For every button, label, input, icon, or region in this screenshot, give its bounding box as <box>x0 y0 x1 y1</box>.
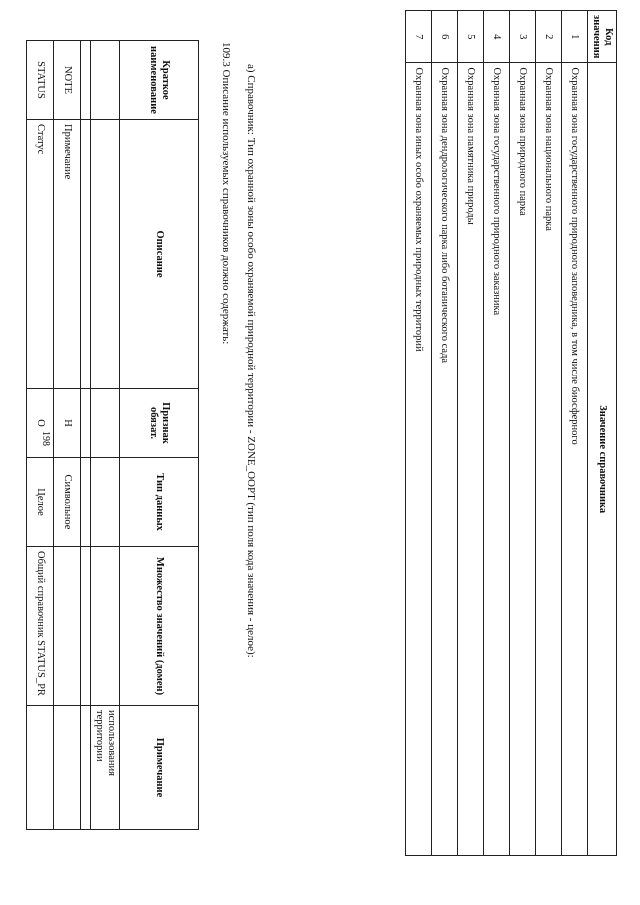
required: О <box>26 389 53 458</box>
attributes-header-row <box>120 41 199 830</box>
value: Охранная зона национального парка <box>535 63 561 856</box>
domain: Общий справочник STATUS_PR <box>26 547 53 706</box>
table-row <box>53 41 80 830</box>
description: Статус <box>26 120 53 389</box>
required: Н <box>53 389 80 458</box>
cell <box>90 389 119 458</box>
table-row <box>431 11 457 856</box>
section-title: 109.3 Описание используемых справочников должно содержать: <box>220 42 232 345</box>
header-note: Примечание <box>120 706 199 830</box>
continuation-row <box>90 41 119 830</box>
table-row <box>483 11 509 856</box>
page-number: 198 <box>40 431 51 446</box>
reference-header-row <box>587 11 616 856</box>
code: 5 <box>457 11 483 63</box>
header-data-type: Тип данных <box>120 458 199 547</box>
spacer-row <box>80 41 90 830</box>
table-row <box>405 11 431 856</box>
table-row <box>561 11 587 856</box>
code: 7 <box>405 11 431 63</box>
note <box>53 706 80 830</box>
cell <box>90 547 119 706</box>
cell <box>80 41 90 120</box>
attributes-table <box>26 40 199 830</box>
domain <box>53 547 80 706</box>
value: Охранная зона государственного природного заповедника, в том числе биосферного <box>561 63 587 856</box>
continuation-note: использования территории <box>90 706 119 830</box>
header-value: Значение справочника <box>587 63 616 856</box>
cell <box>80 547 90 706</box>
cell <box>90 120 119 389</box>
header-description: Описание <box>120 120 199 389</box>
value: Охранная зона иных особо охраняемых природных территорий <box>405 63 431 856</box>
value: Охранная зона природного парка <box>509 63 535 856</box>
header-required: Признак обязат. <box>120 389 199 458</box>
cell <box>90 458 119 547</box>
note <box>26 706 53 830</box>
short-name: STATUS <box>26 41 53 120</box>
value: Охранная зона государственного природного заказника <box>483 63 509 856</box>
data-type: Целое <box>26 458 53 547</box>
value: Охранная зона памятника природы <box>457 63 483 856</box>
code: 3 <box>509 11 535 63</box>
cell <box>80 706 90 830</box>
table-row <box>26 41 53 830</box>
data-type: Символьное <box>53 458 80 547</box>
code: 1 <box>561 11 587 63</box>
table-row <box>457 11 483 856</box>
header-short-name: Краткое наименование <box>120 41 199 120</box>
code: 2 <box>535 11 561 63</box>
cell <box>80 120 90 389</box>
header-domain: Множество значений (домен) <box>120 547 199 706</box>
value: Охранная зона дендрологического парка либо ботанического сада <box>431 63 457 856</box>
cell <box>80 458 90 547</box>
code: 6 <box>431 11 457 63</box>
table-row <box>535 11 561 856</box>
short-name: NOTE <box>53 41 80 120</box>
reference-table <box>405 10 617 856</box>
cell <box>90 41 119 120</box>
header-code: Код значения <box>587 11 616 63</box>
subsection-title: а) Справочник: Тип охранной зоны особо охраняемой природной территории - ZONE_OOPT (тип поля кода значения - целое): <box>245 64 257 658</box>
code: 4 <box>483 11 509 63</box>
description: Примечание <box>53 120 80 389</box>
cell <box>80 389 90 458</box>
table-row <box>509 11 535 856</box>
